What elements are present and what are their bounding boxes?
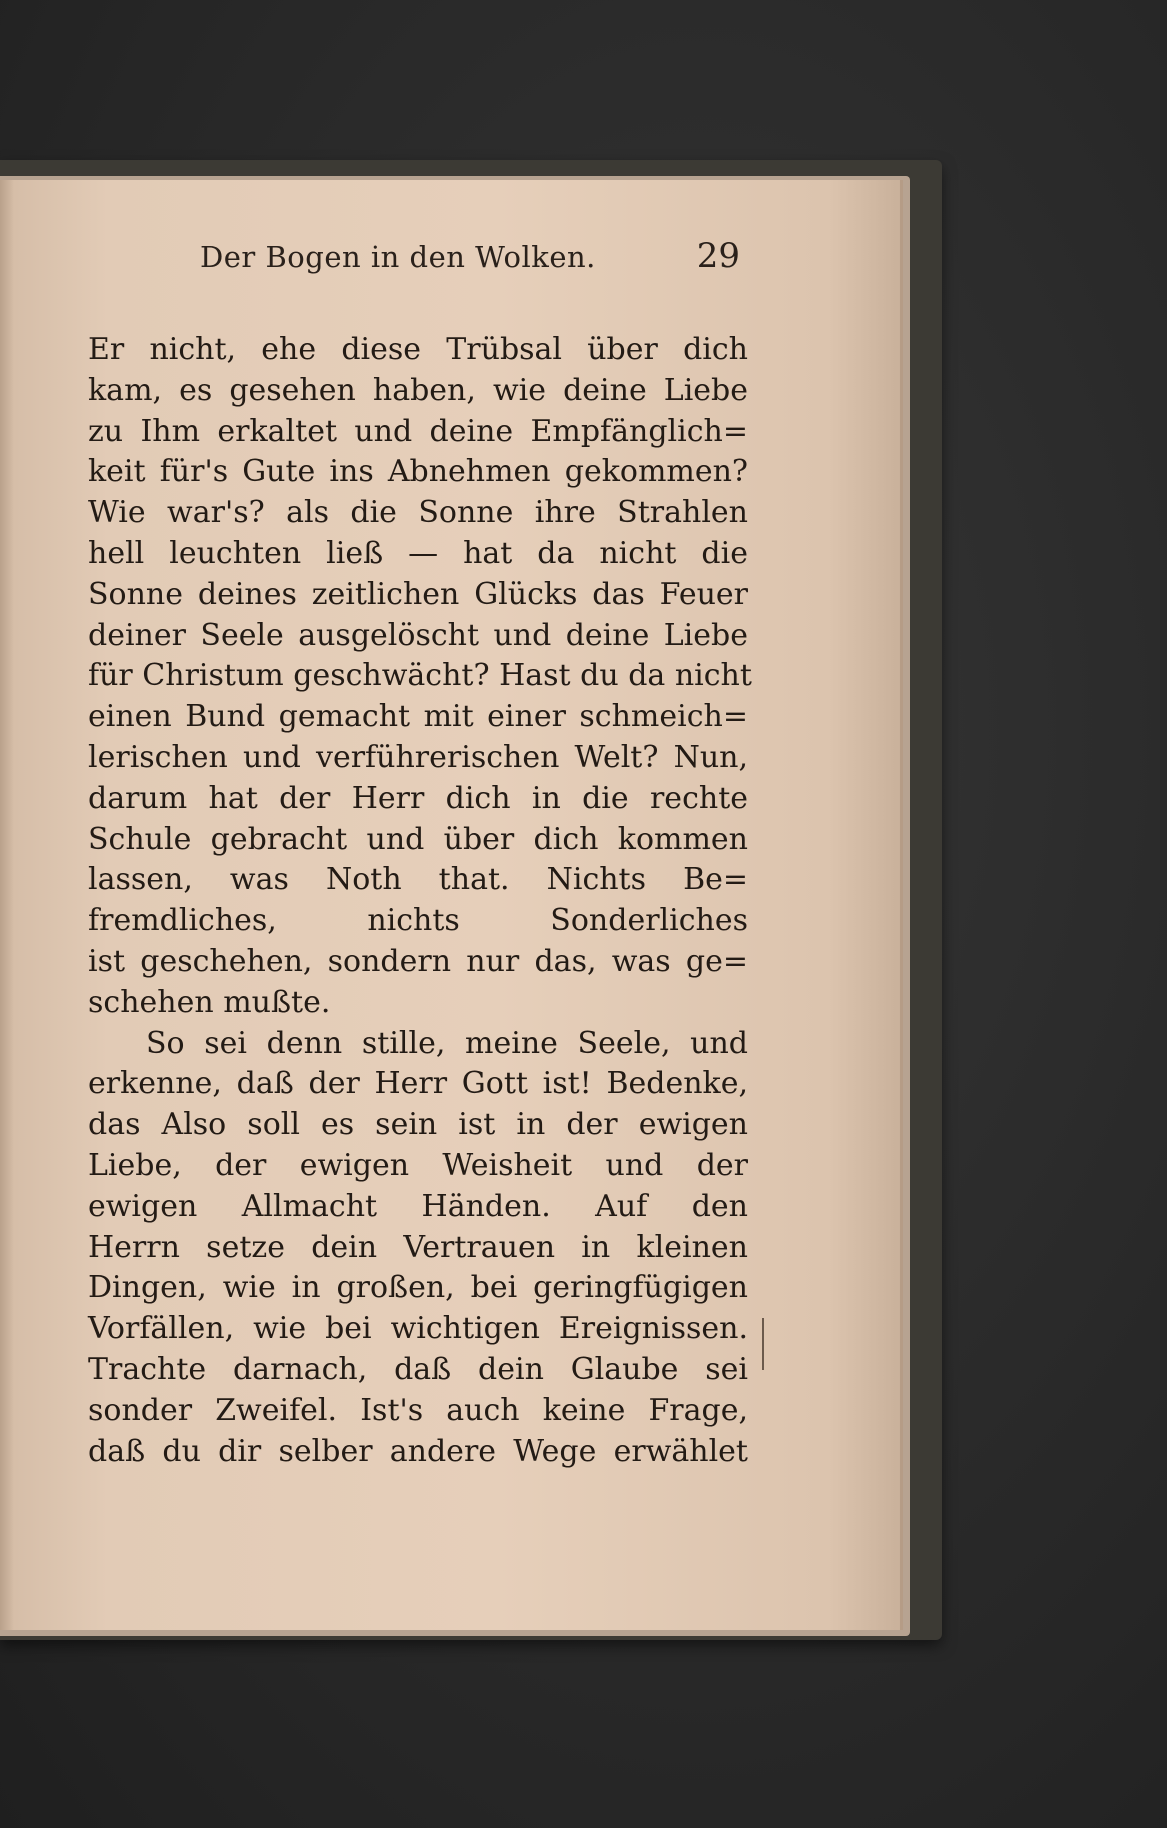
text-line: Dingen, wie in großen, bei geringfügigen [88,1270,748,1306]
text-line: darum hat der Herr dich in die rechte [88,780,748,816]
text-line: erkenne, daß der Herr Gott ist! Bedenke, [88,1066,748,1102]
text-line: ist geschehen, sondern nur das, was ge= [88,943,748,979]
text-line: einen Bund gemacht mit einer schmeich= [88,699,748,735]
text-line: das Also soll es sein ist in der ewigen [88,1107,748,1143]
text-line: sonder Zweifel. Ist's auch keine Frage, [88,1392,748,1428]
text-line: keit für's Gute ins Abnehmen gekommen? [88,454,748,490]
text-line: zu Ihm erkaltet und deine Empfänglich= [88,413,748,449]
margin-pencil-mark [762,1318,764,1370]
text-line: Schule gebracht und über dich kommen [88,821,748,857]
text-line: Trachte darnach, daß dein Glaube sei [88,1351,748,1387]
body-text [88,330,752,1472]
text-line: kam, es gesehen haben, wie deine Liebe [88,372,748,408]
text-line: hell leuchten ließ — hat da nicht die [88,535,748,571]
page-number: 29 [696,236,740,276]
text-line: deiner Seele ausgelöscht und deine Liebe [88,617,748,653]
text-line: Liebe, der ewigen Weisheit und der [88,1147,748,1183]
page-header [200,236,740,290]
text-line: Wie war's? als die Sonne ihre Strahlen [88,495,748,531]
text-line: Vorfällen, wie bei wichtigen Ereignissen. [88,1311,748,1347]
text-line: daß du dir selber andere Wege erwählet [88,1433,748,1469]
text-line: lassen, was Noth that. Nichts Be= [88,862,748,898]
text-line: ewigen Allmacht Händen. Auf den [88,1188,748,1224]
text-line: lerischen und verführerischen Welt? Nun, [88,739,748,775]
text-line: Er nicht, ehe diese Trübsal über dich [88,332,748,367]
text-line: Herrn setze dein Vertrauen in kleinen [88,1229,748,1265]
text-line: Sonne deines zeitlichen Glücks das Feuer [88,576,748,612]
text-line: So sei denn stille, meine Seele, und [146,1025,748,1061]
text-line: fremdliches, nichts Sonderliches [88,903,748,939]
text-line: schehen mußte. [88,984,331,1020]
text-line: für Christum geschwächt? Hast du da nicht [88,658,752,694]
running-title: Der Bogen in den Wolken. [200,240,596,274]
